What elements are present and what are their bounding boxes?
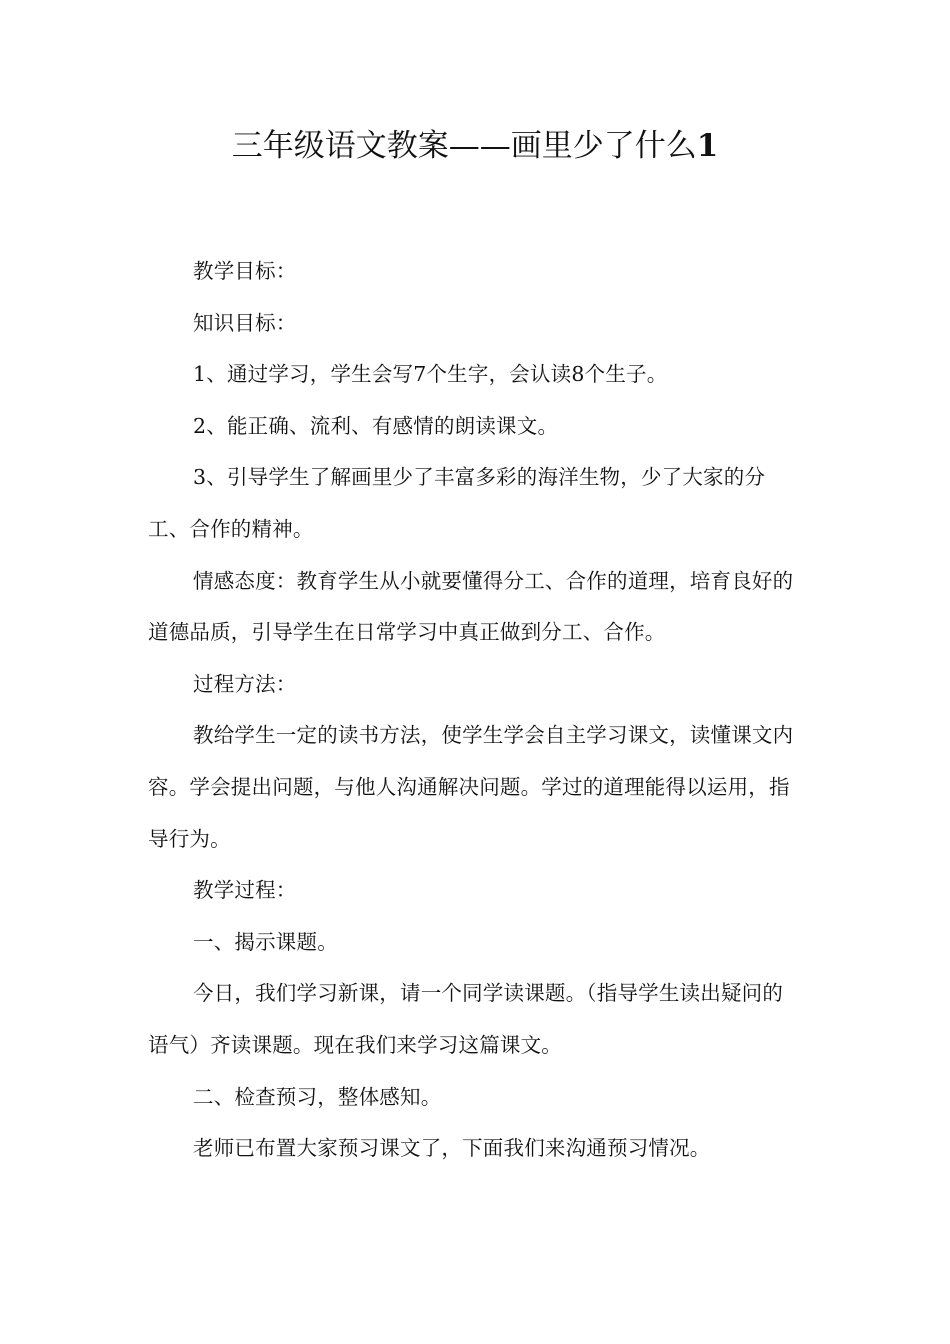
document-title [0,124,950,168]
document-body [148,246,798,1175]
subheading-process-methods: 过程方法： [193,671,297,696]
step-2-paragraph: 老师已布置大家预习课文了，下面我们来沟通预习情况。 [193,1136,711,1161]
goal-item-3: 3、引导学生了解画里少了丰富多彩的海洋生物，少了大家的分工、合作的精神。 [148,465,766,541]
section-heading-teaching-goals: 教学目标： [193,259,297,283]
section-heading-teaching-process: 教学过程： [193,878,297,903]
step-2-heading: 二、检查预习，整体感知。 [193,1084,442,1109]
emotional-attitude-paragraph: 情感态度：教育学生从小就要懂得分工、合作的道理，培育良好的道德品质，引导学生在日常学习中真正做到分工、合作。 [148,568,794,645]
step-1-paragraph: 今日，我们学习新课，请一个同学读课题。（指导学生读出疑问的语气）齐读课题。现在我们来学习这篇课文。 [148,981,784,1057]
subheading-knowledge-goals: 知识目标： [193,310,297,335]
title-text: 三年级语文教案——画里少了什么 [231,128,697,164]
process-methods-paragraph: 教给学生一定的读书方法，使学生学会自主学习课文，读懂课文内容。学会提出问题，与他人沟通解决问题。学过的道理能得以运用，指导行为。 [148,723,794,851]
goal-item-2: 2、能正确、流利、有感情的朗读课文。 [193,413,559,438]
goal-item-1: 1、通过学习，学生会写7个生字，会认读8个生子。 [193,362,668,387]
step-1-heading: 一、揭示课题。 [193,929,338,954]
title-number: 1 [696,128,719,164]
